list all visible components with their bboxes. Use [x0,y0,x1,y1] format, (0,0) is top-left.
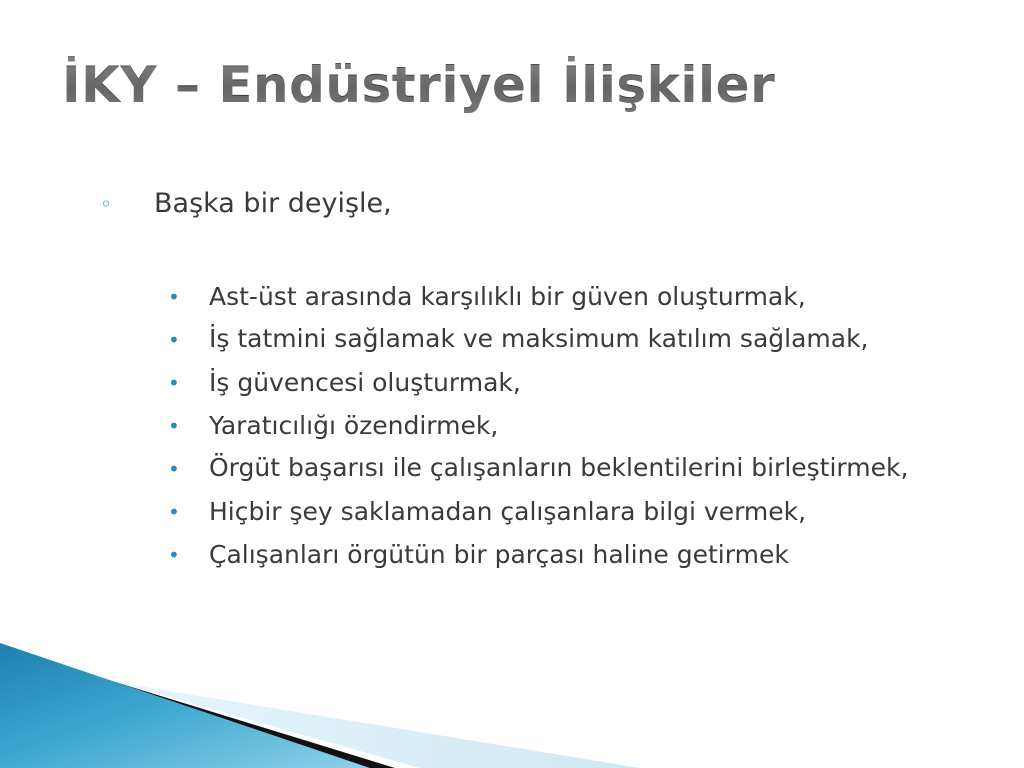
list-item-text: Yaratıcılığı özendirmek, [209,411,499,440]
bullet-dot-icon: • [168,285,180,309]
intro-text: Başka bir deyişle, [154,188,392,219]
bullet-dot-icon: • [168,328,180,352]
slide-title: İKY – Endüstriyel İlişkiler [62,56,776,114]
list-item [165,407,962,445]
list-item [165,321,962,359]
list-item [165,364,962,402]
bullet-dot-icon: • [168,457,180,481]
list-item [165,536,962,574]
list-item-text: Çalışanları örgütün bir parçası haline getirmek [209,540,789,569]
list-item-text: İş tatmini sağlamak ve maksimum katılım sağlamak, [209,324,869,353]
bullet-list [165,278,962,579]
list-item-text: Hiçbir şey saklamadan çalışanlara bilgi vermek, [209,497,807,526]
list-item-text: İş güvencesi oluşturmak, [209,368,521,397]
bullet-dot-icon: • [168,371,180,395]
bullet-dot-icon: • [168,500,180,524]
corner-blue-band [0,643,370,768]
intro-bullet-item [100,186,392,222]
bullet-dot-icon: • [168,414,180,438]
list-item-text: Ast-üst arasında karşılıklı bir güven oluşturmak, [209,282,806,311]
corner-decoration [0,643,640,768]
bullet-dot-icon: • [168,543,180,567]
hollow-circle-bullet-icon: ◦ [100,192,112,216]
list-item [165,493,962,531]
list-item [165,450,962,488]
list-item-text: Örgüt başarısı ile çalışanların beklentilerini birleştirmek, [209,453,909,482]
list-item [165,278,962,316]
